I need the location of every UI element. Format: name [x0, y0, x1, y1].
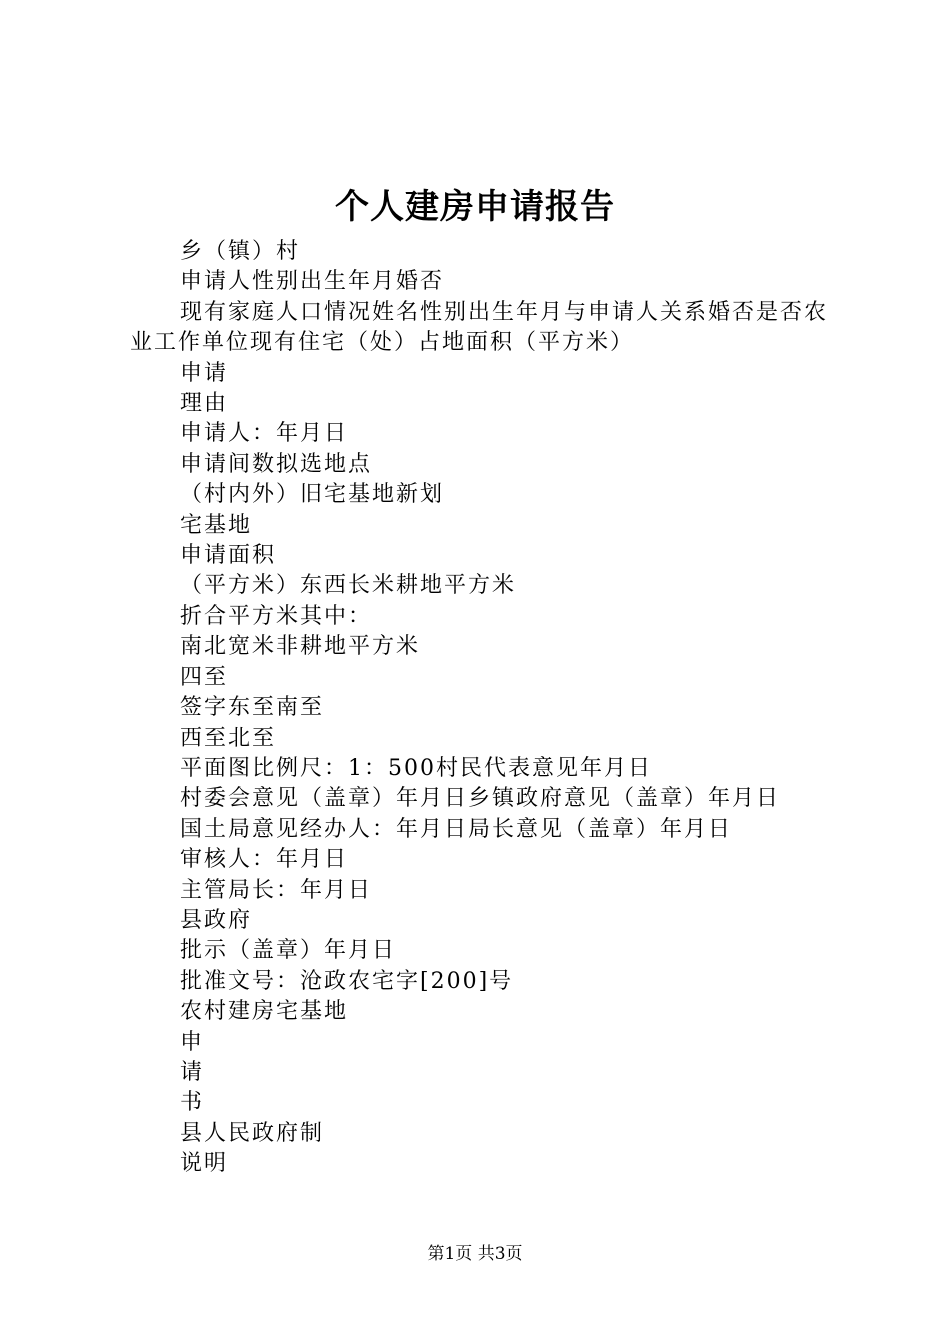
paragraph: 主管局长：年月日	[180, 877, 373, 903]
paragraph: 折合平方米其中：	[180, 603, 373, 629]
paragraph: 签字东至南至	[180, 695, 325, 721]
paragraph: 国土局意见经办人：年月日局长意见（盖章）年月日	[180, 816, 733, 842]
paragraph: 宅基地	[180, 512, 253, 538]
document-title: 个人建房申请报告	[335, 187, 615, 227]
paragraph: 县人民政府制	[180, 1120, 325, 1146]
paragraph: 批示（盖章）年月日	[180, 938, 397, 964]
paragraph: 申请	[180, 360, 229, 386]
paragraph: 四至	[180, 664, 229, 690]
paragraph: 南北宽米非耕地平方米	[180, 634, 421, 660]
paragraph: 申请间数拟选地点	[180, 451, 373, 477]
paragraph: （平方米）东西长米耕地平方米	[180, 573, 517, 599]
paragraph: 乡（镇）村	[180, 239, 301, 264]
paragraph: 批准文号：沧政农宅字[200]号	[180, 968, 514, 994]
paragraph: 村委会意见（盖章）年月日乡镇政府意见（盖章）年月日	[180, 786, 781, 812]
paragraph: 申请人：年月日	[180, 421, 349, 447]
paragraph: 西至北至	[180, 725, 277, 751]
paragraph: 平面图比例尺：1：500村民代表意见年月日	[180, 755, 652, 781]
paragraph: 书	[180, 1090, 205, 1116]
page-footer	[0, 1242, 950, 1266]
document-body	[130, 237, 835, 1180]
paragraph: 现有家庭人口情况姓名性别出生年月与申请人关系婚否是否农业工作单位现有住宅（处）占地面积（平方米）	[130, 299, 829, 356]
paragraph: （村内外）旧宅基地新划	[180, 482, 445, 508]
page-number: 第1页 共3页	[427, 1244, 523, 1264]
paragraph: 申请面积	[180, 543, 277, 569]
paragraph: 县政府	[180, 907, 253, 933]
paragraph: 申	[180, 1029, 205, 1055]
paragraph: 理由	[180, 391, 229, 417]
paragraph: 农村建房宅基地	[180, 999, 349, 1025]
paragraph: 说明	[180, 1151, 229, 1177]
paragraph: 审核人：年月日	[180, 847, 349, 873]
paragraph: 请	[180, 1059, 205, 1085]
paragraph: 申请人性别出生年月婚否	[180, 269, 445, 295]
